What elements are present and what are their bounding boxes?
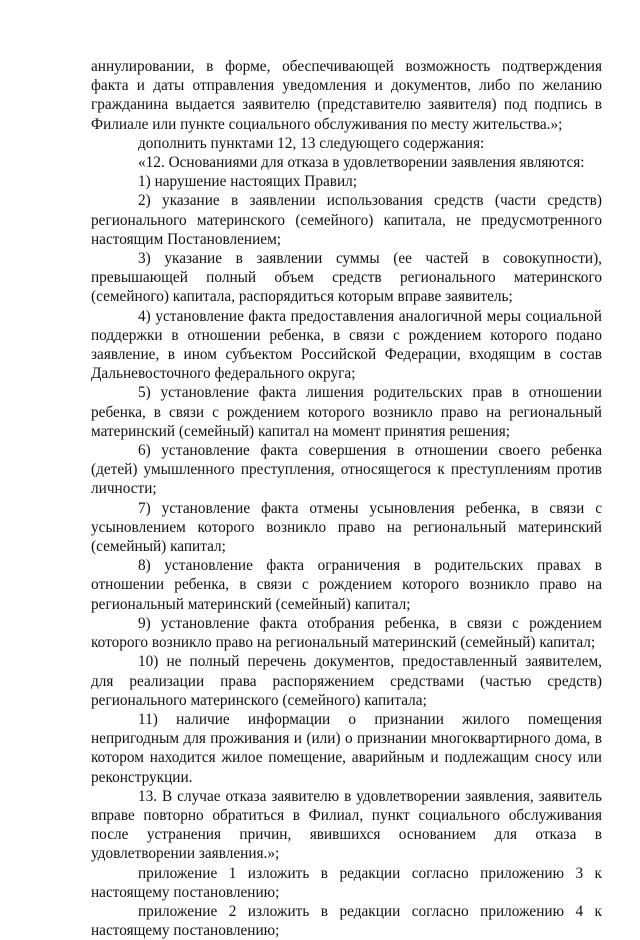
paragraph-ground-11: 11) наличие информации о признании жилого помещения непригодным для проживания и (или) о признании многоквартирного дома, в котором находится жилое помещение, аварийным и подлежащим сносу или реконструкции.: [91, 710, 602, 786]
paragraph-ground-6: 6) установление факта совершения в отношении своего ребенка (детей) умышленного преступления, относящегося к преступлениям против личности;: [91, 442, 602, 498]
paragraph-item-12-heading: «12. Основаниями для отказа в удовлетворении заявления являются:: [138, 154, 585, 172]
paragraph-continuation: аннулировании, в форме, обеспечивающей возможность подтверждения факта и даты отправления уведомления и документов, либо по желанию гражданина выдается заявителю (представителю заявителя) под подпись в Филиале или пункте социального обслуживания по месту жительства.»;: [91, 58, 602, 133]
paragraph-item-13: 13. В случае отказа заявителю в удовлетворении заявления, заявитель вправе повторно обратиться в Филиал, пункт социального обслуживания после устранения причин, явившихся основанием для отказа в удовлетворении заявления.»;: [91, 787, 602, 863]
document-body: [91, 57, 602, 940]
paragraph-ground-5: 5) установление факта лишения родительских прав в отношении ребенка, в связи с рождением которого возникло право на региональный материнский (семейный) капитал на момент принятия решения;: [91, 384, 602, 440]
paragraph-ground-9: 9) установление факта отобрания ребенка, в связи с рождением которого возникло право на региональный материнский (семейный) капитал;: [91, 614, 602, 652]
paragraph-ground-10: 10) не полный перечень документов, предоставленный заявителем, для реализации права распоряжением средствами (частью средств) регионального материнского (семейного) капитала;: [91, 653, 602, 709]
paragraph-ground-7: 7) установление факта отмены усыновления ребенка, в связи с усыновлением которого возникло право на региональный материнский (семейный) капитал;: [91, 499, 602, 556]
paragraph-ground-2: 2) указание в заявлении использования средств (части средств) регионального материнского (семейного) капитала, не предусмотренного настоящим Постановлением;: [91, 192, 602, 248]
paragraph-ground-3: 3) указание в заявлении суммы (ее частей в совокупности), превышающей полный объем средств регионального материнского (семейного) капитала, распорядиться которым вправе заявитель;: [91, 250, 602, 306]
paragraph-appendix-1: приложение 1 изложить в редакции согласно приложению 3 к настоящему постановлению;: [91, 864, 602, 901]
paragraph-amendment-intro: дополнить пунктами 12, 13 следующего содержания:: [138, 134, 485, 152]
paragraph-ground-1: 1) нарушение настоящих Правил;: [138, 173, 358, 191]
paragraph-ground-4: 4) установление факта предоставления аналогичной меры социальной поддержки в отношении ребенка, в связи с рождением которого подано заявление, в ином субъектом Российской Федерации, входящим в состав Дальневосточного федерального округа;: [91, 307, 602, 383]
paragraph-ground-8: 8) установление факта ограничения в родительских правах в отношении ребенка, в связи с рождением которого возникло право на региональный материнский (семейный) капитал;: [91, 557, 602, 613]
paragraph-appendix-2: приложение 2 изложить в редакции согласно приложению 4 к настоящему постановлению;: [91, 902, 602, 940]
